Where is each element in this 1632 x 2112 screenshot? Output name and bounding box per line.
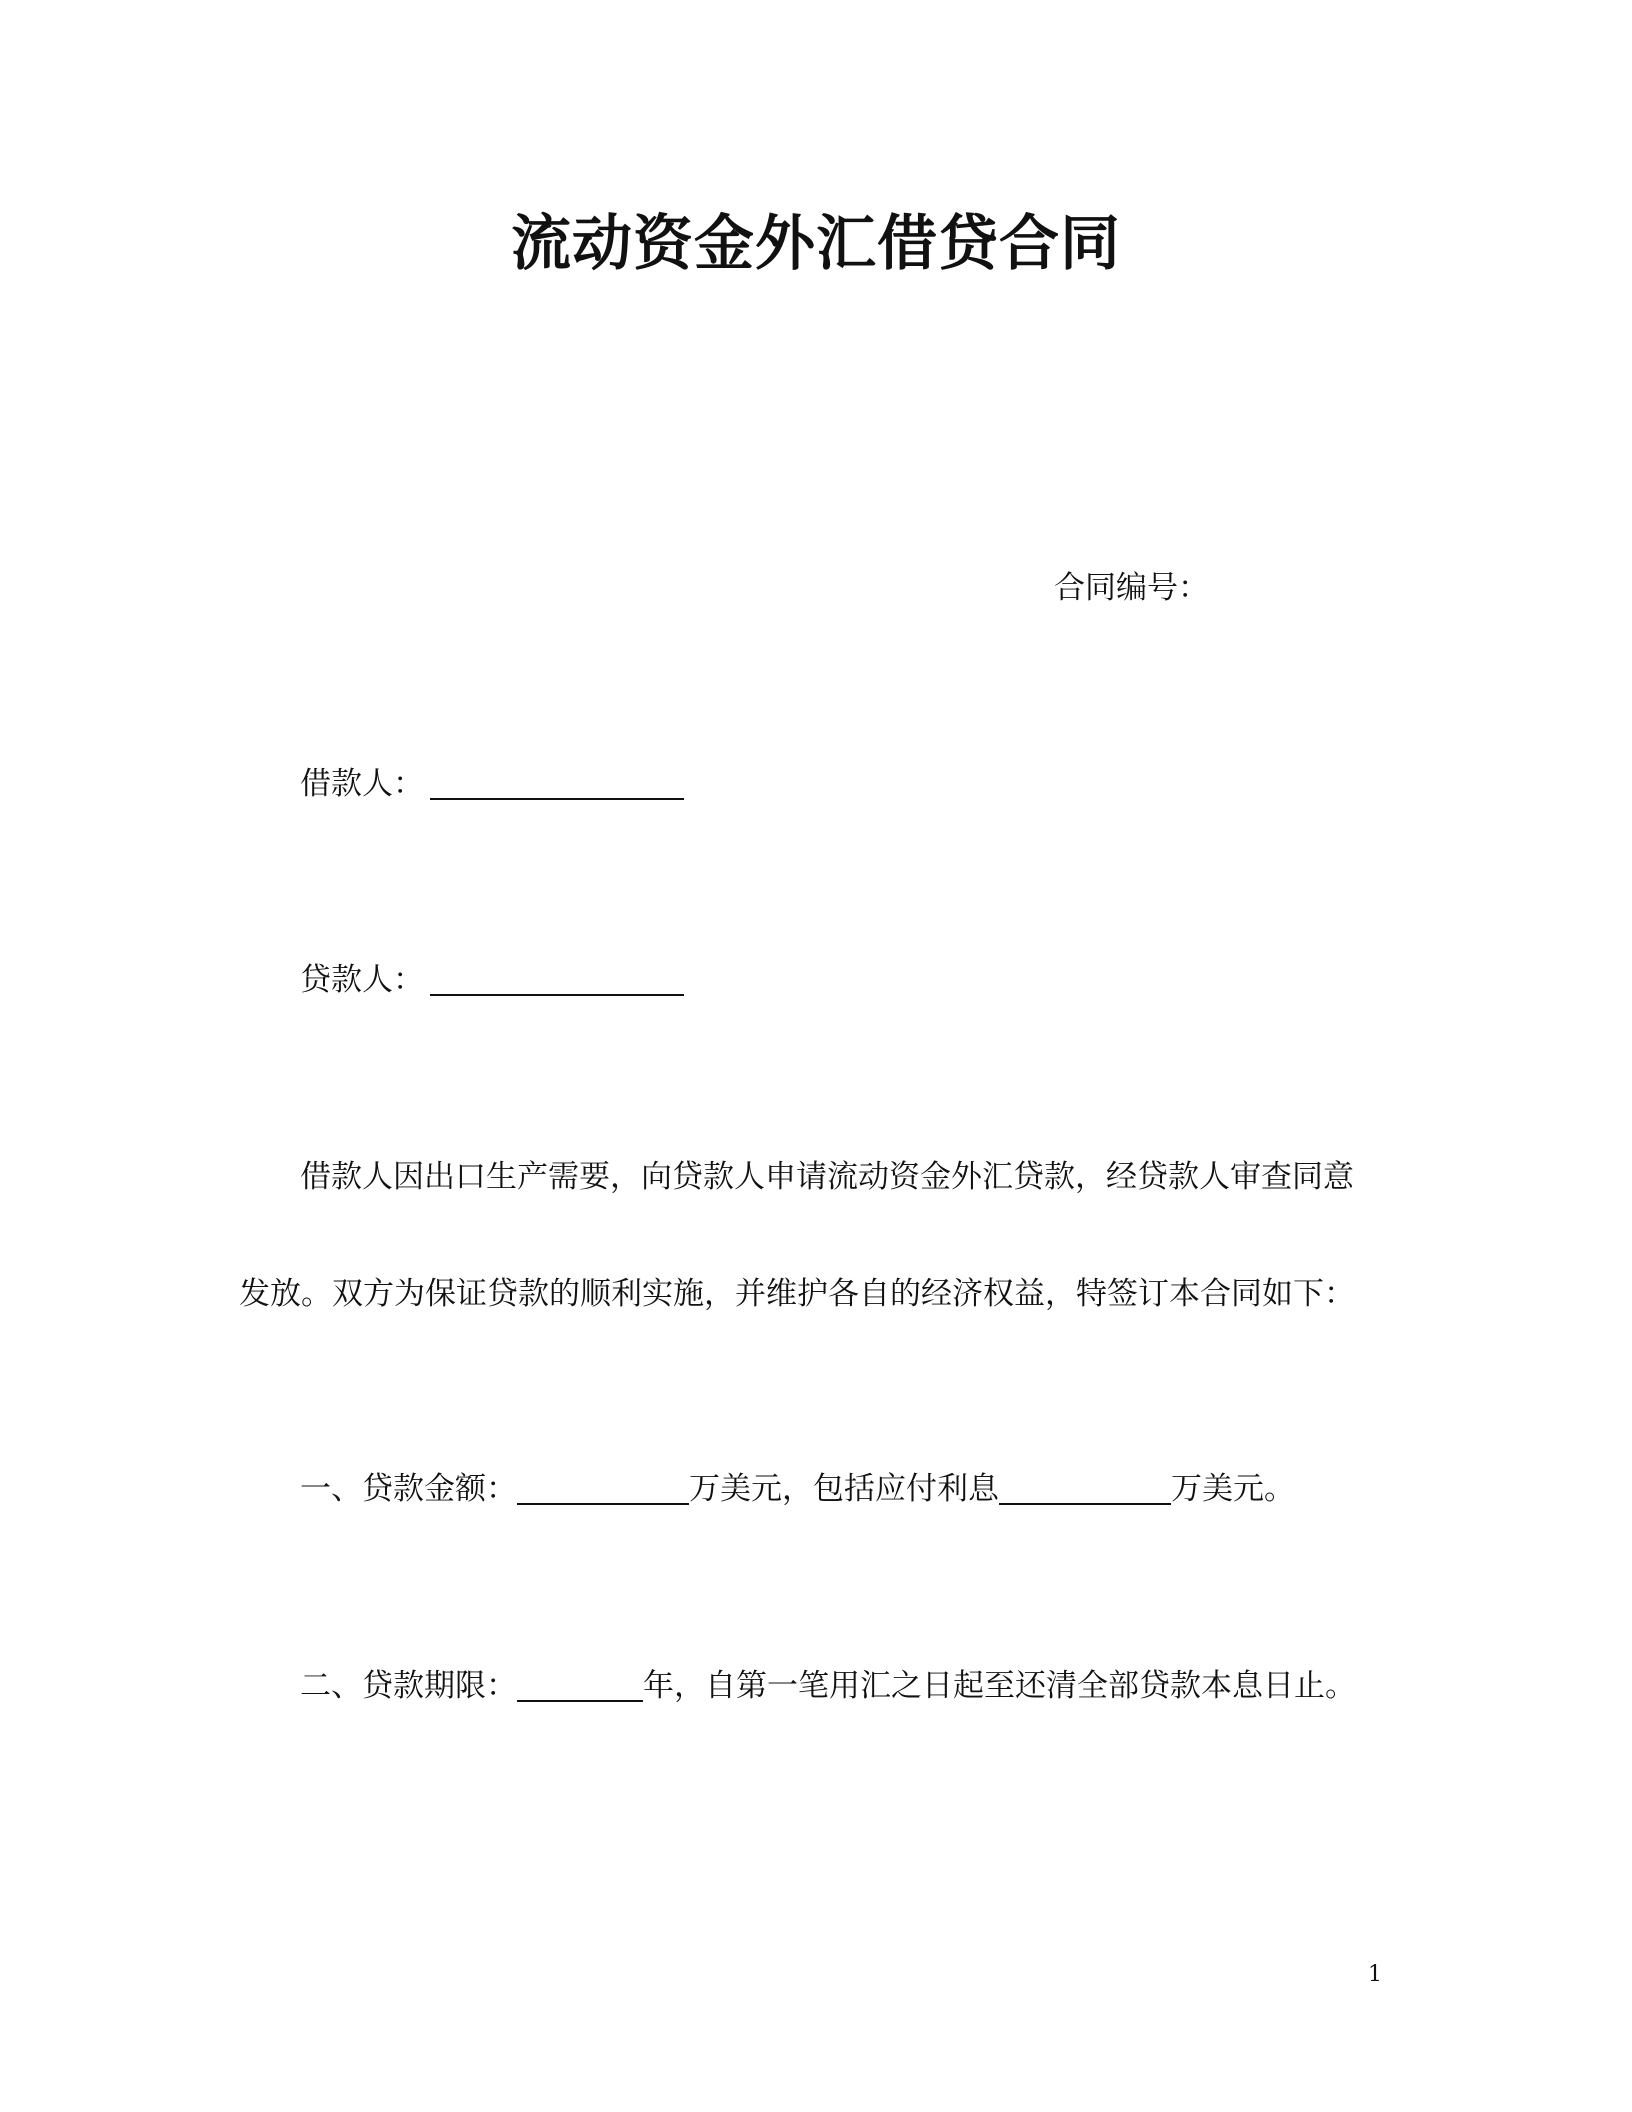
page-number: 1 <box>1368 1962 1382 1987</box>
lender-row <box>300 960 684 1000</box>
lender-blank[interactable] <box>430 962 684 996</box>
preamble-line-1: 借款人因出口生产需要，向贷款人申请流动资金外汇贷款，经贷款人审查同意 <box>300 1159 1354 1195</box>
lender-label: 贷款人： <box>300 962 424 998</box>
contract-number-label: 合同编号： <box>1054 570 1209 606</box>
borrower-row <box>300 764 684 804</box>
clause-loan-amount <box>300 1469 1295 1509</box>
document-title: 流动资金外汇借贷合同 <box>511 209 1121 279</box>
clause-2-suffix: 年，自第一笔用汇之日起至还清全部贷款本息日止。 <box>643 1668 1356 1704</box>
interest-amount-blank[interactable] <box>999 1471 1171 1505</box>
borrower-label: 借款人： <box>300 766 424 802</box>
loan-term-blank[interactable] <box>517 1668 643 1702</box>
preamble-line-2: 发放。双方为保证贷款的顺利实施，并维护各自的经济权益，特签订本合同如下： <box>239 1276 1355 1312</box>
loan-amount-blank[interactable] <box>517 1471 689 1505</box>
clause-loan-term <box>300 1666 1356 1706</box>
clause-1-prefix: 一、贷款金额： <box>300 1471 517 1507</box>
clause-2-prefix: 二、贷款期限： <box>300 1668 517 1704</box>
clause-1-suffix: 万美元。 <box>1171 1471 1295 1507</box>
clause-1-middle: 万美元，包括应付利息 <box>689 1471 999 1507</box>
borrower-blank[interactable] <box>430 766 684 800</box>
